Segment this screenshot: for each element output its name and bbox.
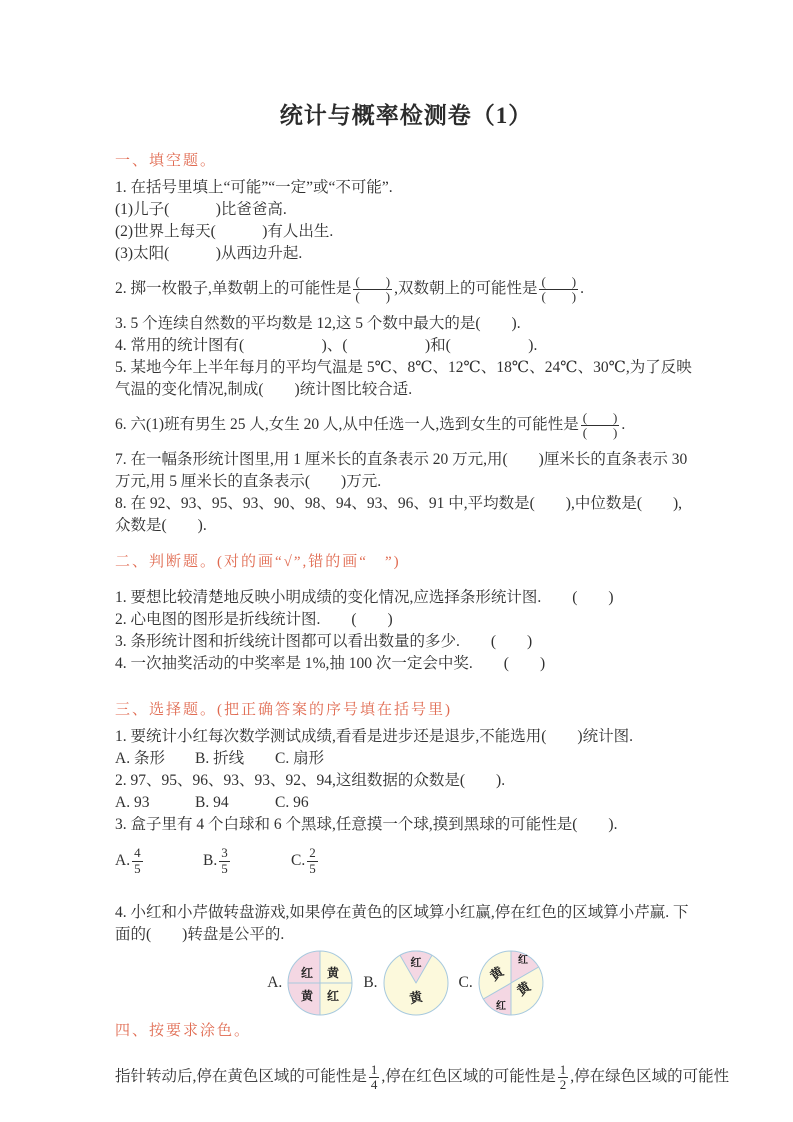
- option-c: C. 扇形: [275, 750, 325, 767]
- spacer: [115, 305, 697, 313]
- option-label: B.: [203, 852, 218, 869]
- s4-text-c: ,停在绿色区域的可能性: [570, 1068, 730, 1085]
- section4-header: 四、按要求涂色。: [115, 1023, 252, 1039]
- s2-q3: 3. 条形统计图和折线统计图都可以看出数量的多少. ( ): [115, 633, 533, 650]
- option-b: B. 94: [195, 794, 229, 811]
- fraction: [219, 846, 230, 876]
- spacer: [115, 265, 697, 273]
- option-a: [115, 846, 203, 876]
- fraction-one-fourth: [369, 1063, 380, 1093]
- fraction-blank: [539, 275, 578, 305]
- s3-q2: 2. 97、95、96、93、93、92、94,这组数据的众数是( ).: [115, 772, 506, 789]
- fraction-numerator: 3: [221, 845, 228, 861]
- spinner-c-item: [459, 949, 545, 1017]
- fraction-numerator: ( ): [582, 410, 618, 426]
- s3-q3-options: [115, 844, 697, 878]
- fraction-blank: [581, 411, 620, 441]
- option-a: A. 93: [115, 794, 150, 811]
- fraction-denominator: ( ): [582, 425, 618, 441]
- fraction-denominator: ( ): [355, 289, 391, 305]
- spinner-b-label-yellow: 黄: [407, 988, 424, 1007]
- s1-q1-sub3: (3)太阳( )从西边升起.: [115, 245, 303, 262]
- spinner-a-quarters: [286, 949, 354, 1017]
- s1-q1-sub2: (2)世界上每天( )有人出生.: [115, 223, 334, 240]
- spinner-b-item: [363, 949, 449, 1017]
- spinner-a-label-red-tl: 红: [301, 966, 314, 980]
- fraction-numerator: ( ): [355, 274, 391, 290]
- option-b: [203, 846, 291, 876]
- s1-q5: 5. 某地今年上半年每月的平均气温是 5℃、8℃、12℃、18℃、24℃、30℃,为了反映气温的变化情况,制成( )统计图比较合适.: [115, 359, 692, 398]
- fraction-numerator: 4: [134, 845, 141, 861]
- s2-q4: 4. 一次抽奖活动的中奖率是 1%,抽 100 次一定会中奖. ( ): [115, 655, 546, 672]
- section3-header: 三、选择题。(把正确答案的序号填在括号里): [115, 702, 452, 718]
- s3-q2-options: [115, 792, 697, 814]
- s1-q2-text-c: .: [580, 280, 584, 297]
- fraction-denominator: 5: [134, 860, 141, 876]
- option-c: [291, 846, 320, 876]
- s3-q1: 1. 要统计小红每次数学测试成绩,看看是进步还是退步,不能选用( )统计图.: [115, 728, 633, 745]
- spinner-b-label: B.: [363, 974, 378, 991]
- s1-q2: [115, 273, 697, 305]
- fraction-denominator: 2: [559, 1077, 567, 1093]
- spinner-c-label-red-bottom: 红: [495, 1001, 506, 1012]
- spinner-b-wedge: [382, 949, 450, 1017]
- s4-text-b: ,停在红色区域的可能性是: [381, 1068, 556, 1085]
- s1-q3: 3. 5 个连续自然数的平均数是 12,这 5 个数中最大的是( ).: [115, 315, 521, 332]
- s1-q4: 4. 常用的统计图有( )、( )和( ).: [115, 337, 538, 354]
- spinner-a-label: A.: [267, 974, 283, 991]
- fraction-numerator: 2: [309, 845, 316, 861]
- page-title: 统计与概率检测卷（1）: [279, 103, 533, 128]
- section2-header: 二、判断题。(对的画“√”,错的画“ ”): [115, 554, 401, 570]
- fraction: [307, 846, 318, 876]
- spinner-c-label-yellow-right: 黄: [513, 978, 534, 999]
- spinner-a-item: [267, 949, 354, 1017]
- s4-instruction: [115, 1061, 730, 1093]
- s1-q2-text-a: 2. 掷一枚骰子,单数朝上的可能性是: [115, 280, 352, 297]
- spinner-a-label-yellow-tr: 黄: [327, 966, 340, 980]
- spinner-b-label-red: 红: [410, 957, 422, 969]
- fraction-denominator: 4: [370, 1077, 378, 1093]
- spacer: [115, 878, 697, 902]
- spacer: [115, 401, 697, 409]
- option-label: C.: [291, 852, 306, 869]
- s1-q6-text-a: 6. 六(1)班有男生 25 人,女生 20 人,从中任选一人,选到女生的可能性是: [115, 416, 579, 433]
- spacer: [115, 836, 697, 844]
- fraction-numerator: ( ): [541, 274, 577, 290]
- option-c: C. 96: [275, 794, 309, 811]
- fraction: [132, 846, 143, 876]
- option-a: A. 条形: [115, 750, 165, 767]
- s1-q7: 7. 在一幅条形统计图里,用 1 厘米长的直条表示 20 万元,用( )厘米长的直条表示 30 万元,用 5 厘米长的直条表示( )万元.: [115, 451, 688, 490]
- s1-q2-text-b: ,双数朝上的可能性是: [394, 280, 538, 297]
- s3-q1-options: [115, 748, 697, 770]
- s3-q4: 4. 小红和小芹做转盘游戏,如果停在黄色的区域算小红赢,停在红色的区域算小芹赢. 下面的( )转盘是公平的.: [115, 904, 689, 943]
- s2-q2: 2. 心电图的图形是折线统计图. ( ): [115, 611, 393, 628]
- fraction-one-half: [558, 1063, 569, 1093]
- fraction-denominator: 5: [221, 860, 228, 876]
- spacer: [115, 675, 697, 699]
- fraction-denominator: 5: [309, 860, 316, 876]
- s1-q6-text-b: .: [621, 416, 626, 433]
- option-label: A.: [115, 852, 131, 869]
- spinner-a-label-yellow-bl: 黄: [301, 989, 314, 1003]
- spinner-figures: [115, 948, 697, 1018]
- spinner-c-diagonal: [477, 949, 545, 1017]
- s1-q6: [115, 409, 697, 441]
- spinner-c-label: C.: [458, 974, 473, 991]
- fraction-numerator: 1: [559, 1062, 567, 1078]
- option-b: B. 折线: [195, 750, 245, 767]
- section1-header: 一、填空题。: [115, 153, 218, 169]
- s1-q8: 8. 在 92、93、95、93、90、98、94、93、96、91 中,平均数是( ),中位数是( ),众数是( ).: [115, 495, 683, 534]
- s1-q1: 1. 在括号里填上“可能”“一定”或“不可能”.: [115, 179, 393, 196]
- s1-q1-sub1: (1)儿子( )比爸爸高.: [115, 201, 287, 218]
- spacer: [115, 1047, 697, 1061]
- spinner-c-label-yellow-left: 黄: [486, 963, 507, 984]
- spacer: [115, 441, 697, 449]
- spacer: [115, 537, 697, 551]
- fraction-blank: [353, 275, 392, 305]
- fraction-denominator: ( ): [541, 289, 577, 305]
- fraction-numerator: 1: [370, 1062, 378, 1078]
- s2-q1: 1. 要想比较清楚地反映小明成绩的变化情况,应选择条形统计图. ( ): [115, 589, 614, 606]
- spinner-a-label-red-br: 红: [327, 989, 340, 1003]
- spinner-c-label-red-top: 红: [517, 955, 528, 966]
- s3-q3: 3. 盒子里有 4 个白球和 6 个黑球,任意摸一个球,摸到黑球的可能性是( ).: [115, 816, 618, 833]
- s4-text-a: 指针转动后,停在黄色区域的可能性是: [115, 1068, 367, 1085]
